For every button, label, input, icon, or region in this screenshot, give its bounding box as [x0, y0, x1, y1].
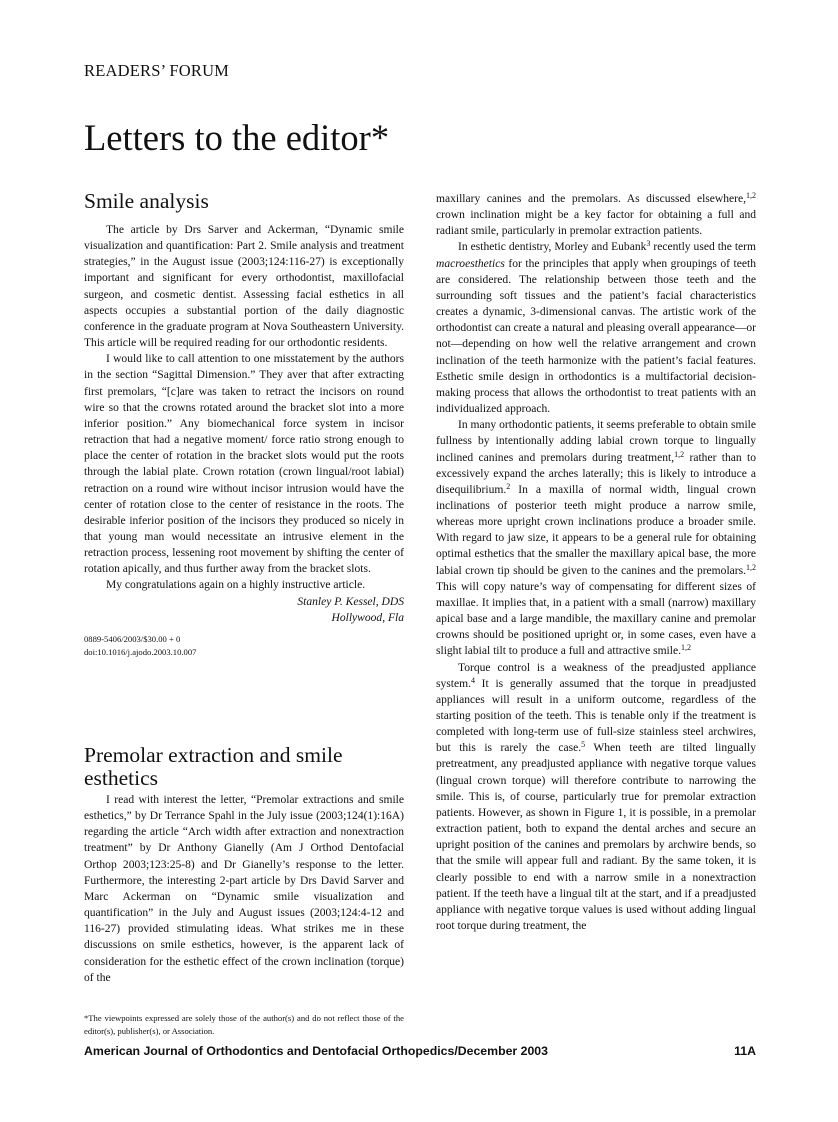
footnote: *The viewpoints expressed are solely those of the author(s) and do not reflect those of the editor(s), publisher(s), or Association. — [84, 1013, 404, 1036]
signature-location: Hollywood, Fla — [331, 611, 404, 624]
signature-name: Stanley P. Kessel, DDS — [297, 595, 404, 608]
article-metadata — [84, 633, 404, 659]
citation: 1,2 — [680, 643, 691, 653]
letter-premolar-extraction-continued — [436, 191, 756, 934]
paragraph: maxillary canines and the premolars. As discussed elsewhere,$^{1,2}$ crown inclination might be a key factor for obtaining a full and radiant smile, particularly in premolar extraction patients. — [436, 191, 756, 238]
citation: 5 — [581, 740, 586, 750]
letter-title: Premolar extraction and smile esthetics — [84, 743, 343, 790]
citation: 1,2 — [746, 562, 756, 572]
journal-name: American Journal of Orthodontics and Dentofacial Orthopedics/December 2003 — [84, 1044, 548, 1058]
issn-line: 0889-5406/2003/$30.00 + 0 — [84, 633, 181, 644]
citation: 3 — [646, 239, 651, 249]
page-number: 11A — [734, 1044, 756, 1058]
letter-title: Smile analysis — [84, 189, 209, 213]
paragraph: I would like to call attention to one misstatement by the authors in the section “Sagittal Dimension.” They aver that after extracting first premolars, “[c]are was taken to retract the incisors on round wire so that the crowns rotated around the bracket slot into a more inferior position.” Any biomechanical force system in incisor retraction that had a negative moment/ force ratio strong enough to place the center of rotation in the bracket slots would put the roots through the labial plate. Crown rotation (crown lingual/root labial) retraction on a round wire without incisor intrusion would have the center of rotation close to the center of resistance in the roots. The desirable inferior position of the incisors they produced so nicely in that young man would necessitate an intrusive element in the retraction process, lessening root movement by shifting the center of rotation apically, and thus further away from the bracket slots. — [84, 353, 404, 576]
section-label: READERS’ FORUM — [84, 61, 230, 80]
page-title: Letters to the editor* — [84, 117, 390, 158]
citation: 2 — [506, 481, 511, 491]
letter-smile-analysis — [84, 190, 404, 659]
page-footer — [84, 1044, 756, 1058]
paragraph: I read with interest the letter, “Premolar extractions and smile esthetics,” by Dr Terrance Spahl in the July issue (2003;124(1):16A) regarding the article “Arch width after extraction and nonextraction treatment” by Dr Anthony Gianelly (Am J Orthod Dentofacial Orthop 2003;123:25-8) and Dr Gianelly’s response to the letter. Furthermore, the interesting 2-part article by Drs David Sarver and Marc Ackerman on “Dynamic smile visualization and quantification” in the July and August issues (2003;124:4-12 and 116-27) provided stimulating ideas. What strikes me in these discussions on smile esthetics, however, is the apparent lack of consideration for the esthetic effect of the crown inclination (torque) of the — [84, 794, 404, 984]
paragraph: In esthetic dentistry, Morley and Eubank$^3$ recently used the term macroesthetics for the principles that apply when groupings of teeth are considered. The relationship between those teeth and the surrounding soft tissues and the patient’s facial characteristics creates a dynamic, 3-dimensional canvas. The artistic work of the orthodontist can create a natural and pleasing overall appearance—or not—depending on how well the relative arrangement and crown inclination of the teeth harmonize with the patient’s facial features. Esthetic smile design in orthodontics is a multifactorial decision-making process that allows the orthodontist to treat patients with an individualized approach. — [436, 239, 756, 416]
citation: 1,2 — [746, 191, 756, 200]
letter-premolar-extraction — [84, 744, 404, 986]
paragraph: In many orthodontic patients, it seems preferable to obtain smile fullness by intentionally adding labial crown torque to lingually inclined canines and premolars during treatment,$^{1,2}$ rather than to excessively expand the arches laterally; this is likely to introduce a disequilibrium.$^2$ In a maxilla of normal width, lingual crown inclinations of posterior teeth might produce a narrow smile, whereas more upright crown inclinations produce a broader smile. With regard to jaw size, it appears to be a general rule for obtaining optimal esthetics that the smaller the maxillary apical base, the more labial crown tip should be given to the canines and the premolars.$^{1,2}$ This will copy nature’s way of compensating for different sizes of maxillae. It implies that, in a patient with a small (narrow) maxillary apical base and a large mandible, the maxillary canine and premolar crowns should be positioned upright or, in some cases, even have a slight labial tilt to produce a full and attractive smile.$^{1,2}$ — [436, 419, 756, 658]
paragraph: My congratulations again on a highly instructive article. — [106, 579, 366, 592]
paragraph: The article by Drs Sarver and Ackerman, “Dynamic smile visualization and quantification: Part 2. Smile analysis and treatment strategies,” in the August issue (2003;124:116-27) is exceptionally important and significant for every orthodontist, maxillofacial surgeon, and cosmetic dentist. Assessing facial esthetics in all aspects occupies a substantial portion of the daily diagnostic conference in the graduate program at Nova Southeastern University. This article will be required reading for our orthodontic residents. — [84, 224, 404, 350]
paragraph: Torque control is a weakness of the preadjusted appliance system.$^4$ It is generally assumed that the torque in preadjusted appliances will result in a uniform outcome, regardless of the starting position of the teeth. This is tenable only if the treatment is completed with long-term use of full-size stainless steel archwires, but this is rarely the case.$^5$ When teeth are tilted lingually pretreatment, any preadjusted appliance with negative torque values (lingual crown torque) will therefore contribute to narrowing the smile. This is, of course, particularly true for premolar extraction patients. However, as shown in Figure 1, it is possible, in a premolar extraction patient, both to expand the dental arches and secure an upright position of the canines and premolars by archwire bends, so that the smile will appear full and radiant. By the same token, it is clearly possible to end with a narrow smile in a nonextraction patient. If the teeth have a lingual tilt at the start, and if a preadjusted appliance with negative torque values is used without adding lingual root torque during treatment, the — [436, 661, 756, 933]
citation: 4 — [470, 675, 475, 685]
doi-line: doi:10.1016/j.ajodo.2003.10.007 — [84, 646, 197, 657]
citation: 1,2 — [674, 449, 685, 459]
